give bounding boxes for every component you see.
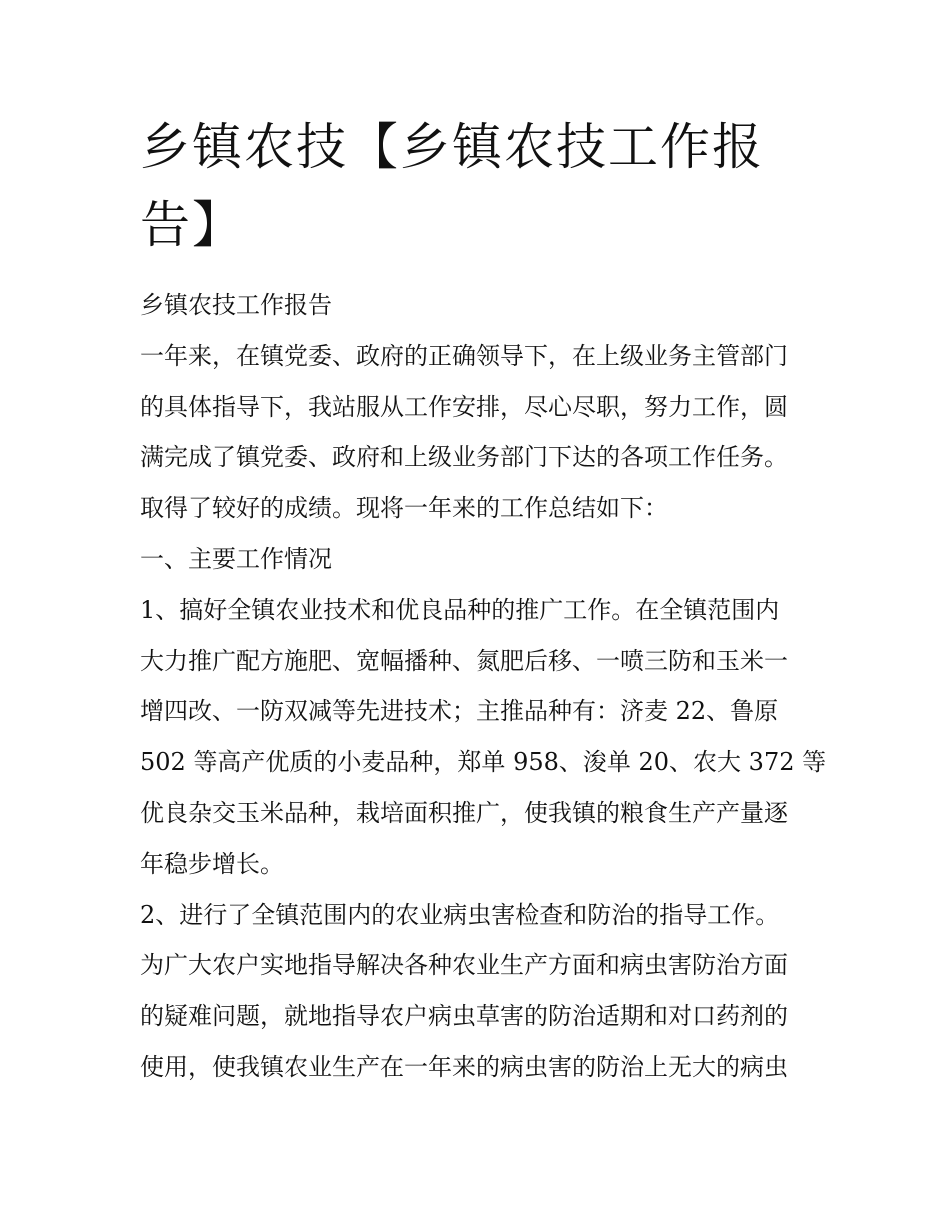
section-heading: 一、主要工作情况 <box>140 544 332 573</box>
paragraph-line: 的具体指导下，我站服从工作安排，尽心尽职，努力工作，圆 <box>140 392 788 421</box>
paragraph-line: 优良杂交玉米品种，栽培面积推广，使我镇的粮食生产产量逐 <box>140 798 788 827</box>
paragraph-line: 年稳步增长。 <box>140 849 284 878</box>
document-body <box>140 280 827 1093</box>
paragraph-line: 1、搞好全镇农业技术和优良品种的推广工作。在全镇范围内 <box>140 595 780 624</box>
paragraph-line: 502 等高产优质的小麦品种，郑单 958、浚单 20、农大 372 等 <box>140 748 827 777</box>
paragraph-line: 一年来，在镇党委、政府的正确领导下，在上级业务主管部门 <box>140 341 788 370</box>
subtitle-line: 乡镇农技工作报告 <box>140 291 332 319</box>
paragraph-line: 的疑难问题，就地指导农户病虫草害的防治适期和对口药剂的 <box>140 1002 788 1031</box>
document-title: 乡镇农技【乡镇农技工作报告】 <box>140 118 764 254</box>
paragraph-line: 增四改、一防双减等先进技术；主推品种有：济麦 22、鲁原 <box>140 697 779 726</box>
paragraph-line: 为广大农户实地指导解决各种农业生产方面和病虫害防治方面 <box>140 951 788 980</box>
paragraph-line: 满完成了镇党委、政府和上级业务部门下达的各项工作任务。 <box>140 443 788 472</box>
paragraph-line: 大力推广配方施肥、宽幅播种、氮肥后移、一喷三防和玉米一 <box>140 646 788 675</box>
paragraph-line: 取得了较好的成绩。现将一年来的工作总结如下： <box>140 494 668 523</box>
paragraph-line: 2、进行了全镇范围内的农业病虫害检查和防治的指导工作。 <box>140 900 780 929</box>
paragraph-line: 使用，使我镇农业生产在一年来的病虫害的防治上无大的病虫 <box>140 1052 788 1081</box>
